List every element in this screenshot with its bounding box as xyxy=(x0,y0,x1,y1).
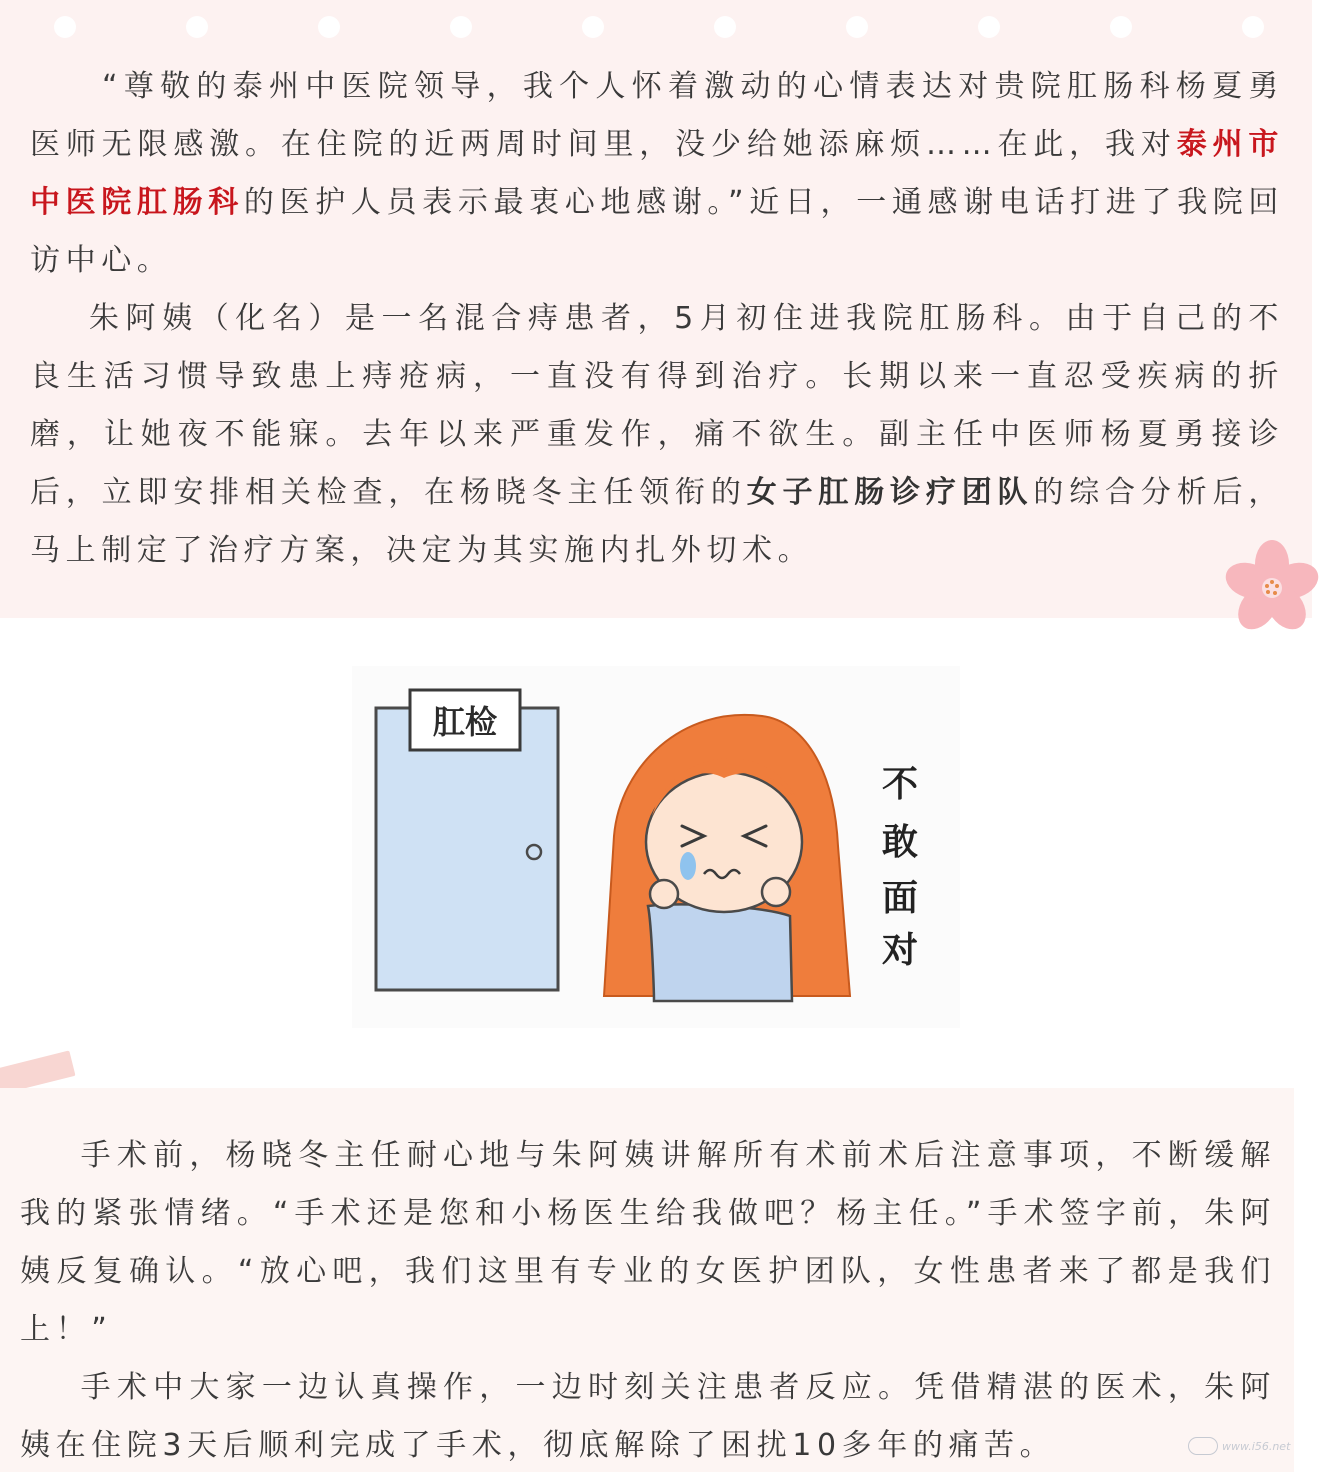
caption-char: 不 xyxy=(881,764,919,805)
paragraph-text: 手术前，杨晓冬主任耐心地与朱阿姨讲解所有术前术后注意事项，不断缓解我的紧张情绪。“手术还是您和小杨医生给我做吧？杨主任。”手术签字前，朱阿姨反复确认。“放心吧，我们这里有专业的女医护团队，女性患者来了都是我们上！” xyxy=(20,1138,1276,1347)
caption-char: 面 xyxy=(881,878,919,919)
paragraph-text: “尊敬的泰州中医院领导，我个人怀着激动的心情表达对贵院肛肠科杨夏勇医师无限感激。在住院的近两周时间里，没少给她添麻烦……在此，我对 xyxy=(30,69,1284,162)
cherry-blossom-icon xyxy=(1222,538,1322,638)
paragraph-text: 的医护人员表示最衷心地感谢。”近日，一通感谢电话打进了我院回访中心。 xyxy=(30,185,1284,278)
watermark-text: www.i56.net xyxy=(1222,1439,1291,1453)
paragraph-thanks-quote xyxy=(30,58,1284,290)
decorative-dot xyxy=(318,16,340,38)
decorative-dot xyxy=(846,16,868,38)
paragraph-surgery-result xyxy=(20,1359,1276,1475)
paragraph-text: 的综合分析后，马上制定了治疗方案，决定为其实施内扎外切术。 xyxy=(30,475,1284,568)
decorative-dot xyxy=(978,16,1000,38)
hospital-department-highlight: 泰州市中医院肛肠科 xyxy=(30,127,1284,220)
paragraph-before-surgery xyxy=(20,1127,1276,1359)
decorative-dot xyxy=(186,16,208,38)
decorative-dot xyxy=(1242,16,1264,38)
watermark-logo-icon xyxy=(1188,1437,1218,1455)
decorative-dot xyxy=(450,16,472,38)
caption-char: 对 xyxy=(881,930,919,971)
crying-girl-figure xyxy=(604,715,850,1001)
paragraph-text: 手术中大家一边认真操作，一边时刻关注患者反应。凭借精湛的医术，朱阿姨在住院3天后顺利完成了手术，彻底解除了困扰10多年的痛苦。 xyxy=(20,1370,1276,1463)
door-sign-text: 肛检 xyxy=(432,703,498,741)
decorative-dot xyxy=(714,16,736,38)
decorative-dot-row xyxy=(0,16,1312,38)
decorative-dot xyxy=(54,16,76,38)
watermark xyxy=(1188,1434,1316,1458)
decorative-dot xyxy=(582,16,604,38)
top-article-card xyxy=(0,0,1312,618)
caption-char: 敢 xyxy=(881,822,919,863)
decorative-dot xyxy=(1110,16,1132,38)
team-name-bold: 女子肛肠诊疗团队 xyxy=(746,475,1034,510)
paragraph-patient-story xyxy=(30,290,1284,580)
cartoon-illustration xyxy=(352,666,960,1028)
paragraph-text: 朱阿姨（化名）是一名混合痔患者，5月初住进我院肛肠科。由于自己的不良生活习惯导致患上痔疮病，一直没有得到治疗。长期以来一直忍受疾病的折磨，让她夜不能寐。去年以来严重发作，痛不欲生。副主任中医师杨夏勇接诊后，立即安排相关检查，在杨晓冬主任领衔的 xyxy=(30,301,1284,510)
